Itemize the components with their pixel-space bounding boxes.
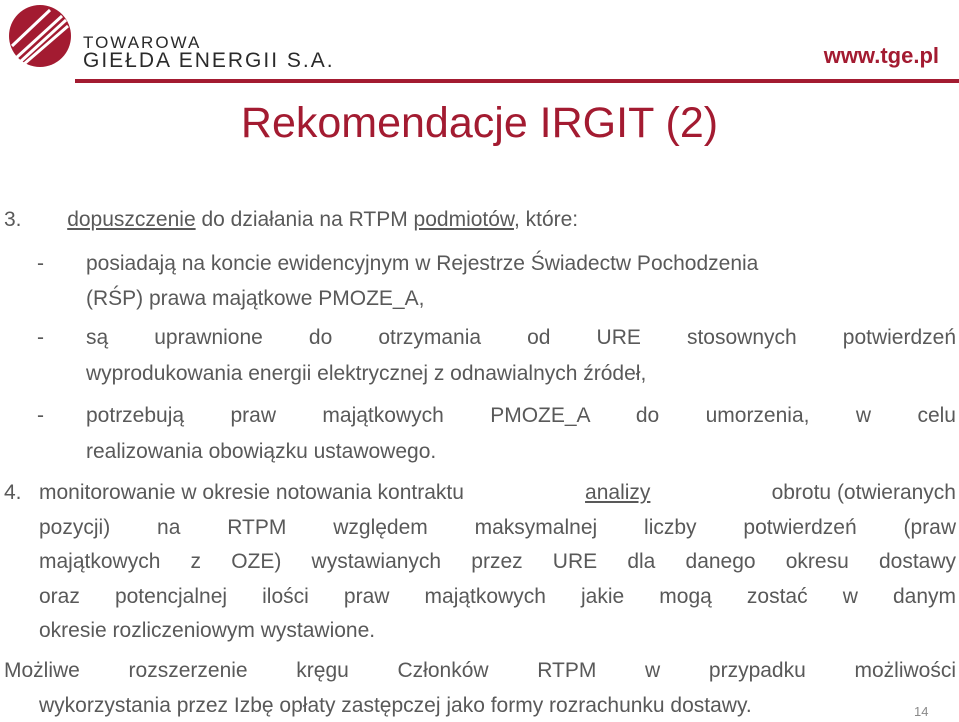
item4-line1-end: obrotu (otwieranych	[771, 481, 956, 504]
item3-keyword-podmiotow: podmiotów	[413, 208, 514, 231]
item3-keyword-dopuszczenie: dopuszczenie	[67, 208, 196, 231]
item4-line3: majątkowych z OZE) wystawianych przez URE dla danego okresu dostawy	[39, 550, 956, 573]
logo-text-line1: TOWAROWA	[83, 33, 202, 52]
tge-logo	[6, 2, 386, 74]
closing-line1: Możliwe rozszerzenie kręgu Członków RTPM w przypadku możliwości	[4, 659, 956, 682]
closing-line2: wykorzystania przez Izbę opłaty zastępczej jako formy rozrachunku dostawy.	[39, 694, 752, 717]
bullet-1-line2: (RŚP) prawa majątkowe PMOZE_A,	[86, 287, 425, 310]
site-url-link[interactable]: www.tge.pl	[823, 43, 939, 68]
header-divider	[75, 79, 959, 83]
item3-middle-text: do działania na RTPM	[201, 208, 408, 231]
item3-number: 3.	[4, 208, 22, 231]
page-number: 14	[914, 704, 929, 719]
bullet-3-line2: realizowania obowiązku ustawowego.	[86, 440, 437, 463]
item4-number: 4.	[4, 481, 22, 504]
item4-line4: oraz potencjalnej ilości praw majątkowych jakie mogą zostać w danym	[39, 585, 956, 608]
item4-line2: pozycji) na RTPM względem maksymalnej liczby potwierdzeń (praw	[39, 516, 956, 539]
slide-title: Rekomendacje IRGIT (2)	[240, 99, 719, 147]
item4-keyword-analizy: analizy	[585, 481, 651, 504]
logo-mark-icon	[6, 2, 74, 72]
bullet-2-line2: wyprodukowania energii elektrycznej z odnawialnych źródeł,	[86, 362, 647, 385]
bullet-3-line1: potrzebują praw majątkowych PMOZE_A do umorzenia, w celu	[86, 404, 956, 427]
item3-end-text: , które:	[513, 208, 579, 231]
item4-line1	[39, 481, 956, 505]
bullet-2-line1: są uprawnione do otrzymania od URE stosownych potwierdzeń	[86, 326, 956, 349]
item4-line5: okresie rozliczeniowym wystawione.	[39, 619, 376, 642]
logo-text-line2: GIEŁDA ENERGII S.A.	[83, 49, 335, 72]
bullet-1-line1: posiadają na koncie ewidencyjnym w Rejestrze Świadectw Pochodzenia	[86, 252, 759, 275]
item4-line1-start: monitorowanie w okresie notowania kontraktu	[39, 481, 464, 504]
item3-line	[4, 208, 578, 232]
